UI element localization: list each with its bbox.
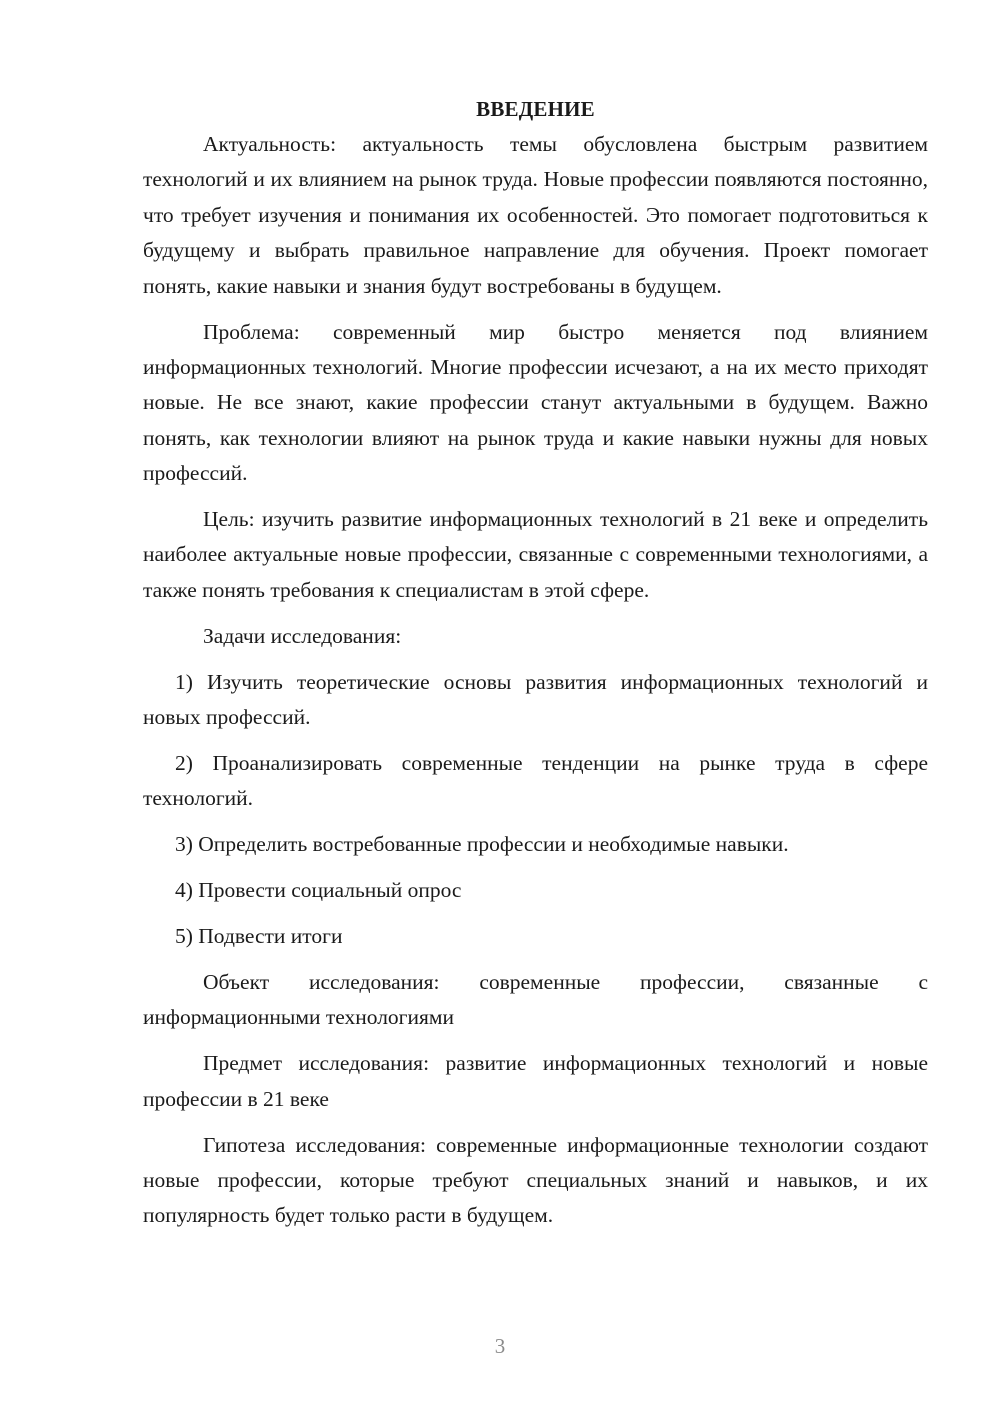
tasks-heading: Задачи исследования: xyxy=(203,623,402,648)
page-content xyxy=(143,92,928,1244)
hypothesis-paragraph: Гипотеза исследования: современные информационные технологии создают новые профессии, которые требуют специальных знаний и навыков, и их популярность будет только расти в будущем. xyxy=(143,1132,928,1228)
problem-paragraph: Проблема: современный мир быстро меняется под влиянием информационных технологий. Многие профессии исчезают, а на их место приходят новые. Не все знают, какие профессии станут актуальными в будущем. Важно понять, как технологии влияют на рынок труда и какие навыки нужны для новых профессий. xyxy=(143,319,928,486)
task-item-1: 1) Изучить теоретические основы развития информационных технологий и новых профессий. xyxy=(143,669,928,730)
task-item-5: 5) Подвести итоги xyxy=(175,924,343,949)
task-item-3: 3) Определить востребованные профессии и необходимые навыки. xyxy=(175,832,789,857)
object-paragraph: Объект исследования: современные профессии, связанные с информационными технологиями xyxy=(143,970,928,1030)
page-number: 3 xyxy=(494,1334,506,1358)
goal-paragraph: Цель: изучить развитие информационных технологий в 21 веке и определить наиболее актуальные новые профессии, связанные с современными технологиями, а также понять требования к специалистам в этой сфере. xyxy=(143,507,928,602)
relevance-paragraph: Актуальность: актуальность темы обусловлена быстрым развитием технологий и их влиянием на рынок труда. Новые профессии появляются постоянно, что требует изучения и понимания их особенностей. Это помогает подготовиться к будущему и выбрать правильное направление для обучения. Проект помогает понять, какие навыки и знания будут востребованы в будущем. xyxy=(143,132,928,298)
page-title: ВВЕДЕНИЕ xyxy=(476,97,595,121)
task-item-4: 4) Провести социальный опрос xyxy=(175,878,462,903)
subject-paragraph: Предмет исследования: развитие информационных технологий и новые профессии в 21 веке xyxy=(143,1051,928,1111)
task-item-2: 2) Проанализировать современные тенденции на рынке труда в сфере технологий. xyxy=(143,751,928,811)
